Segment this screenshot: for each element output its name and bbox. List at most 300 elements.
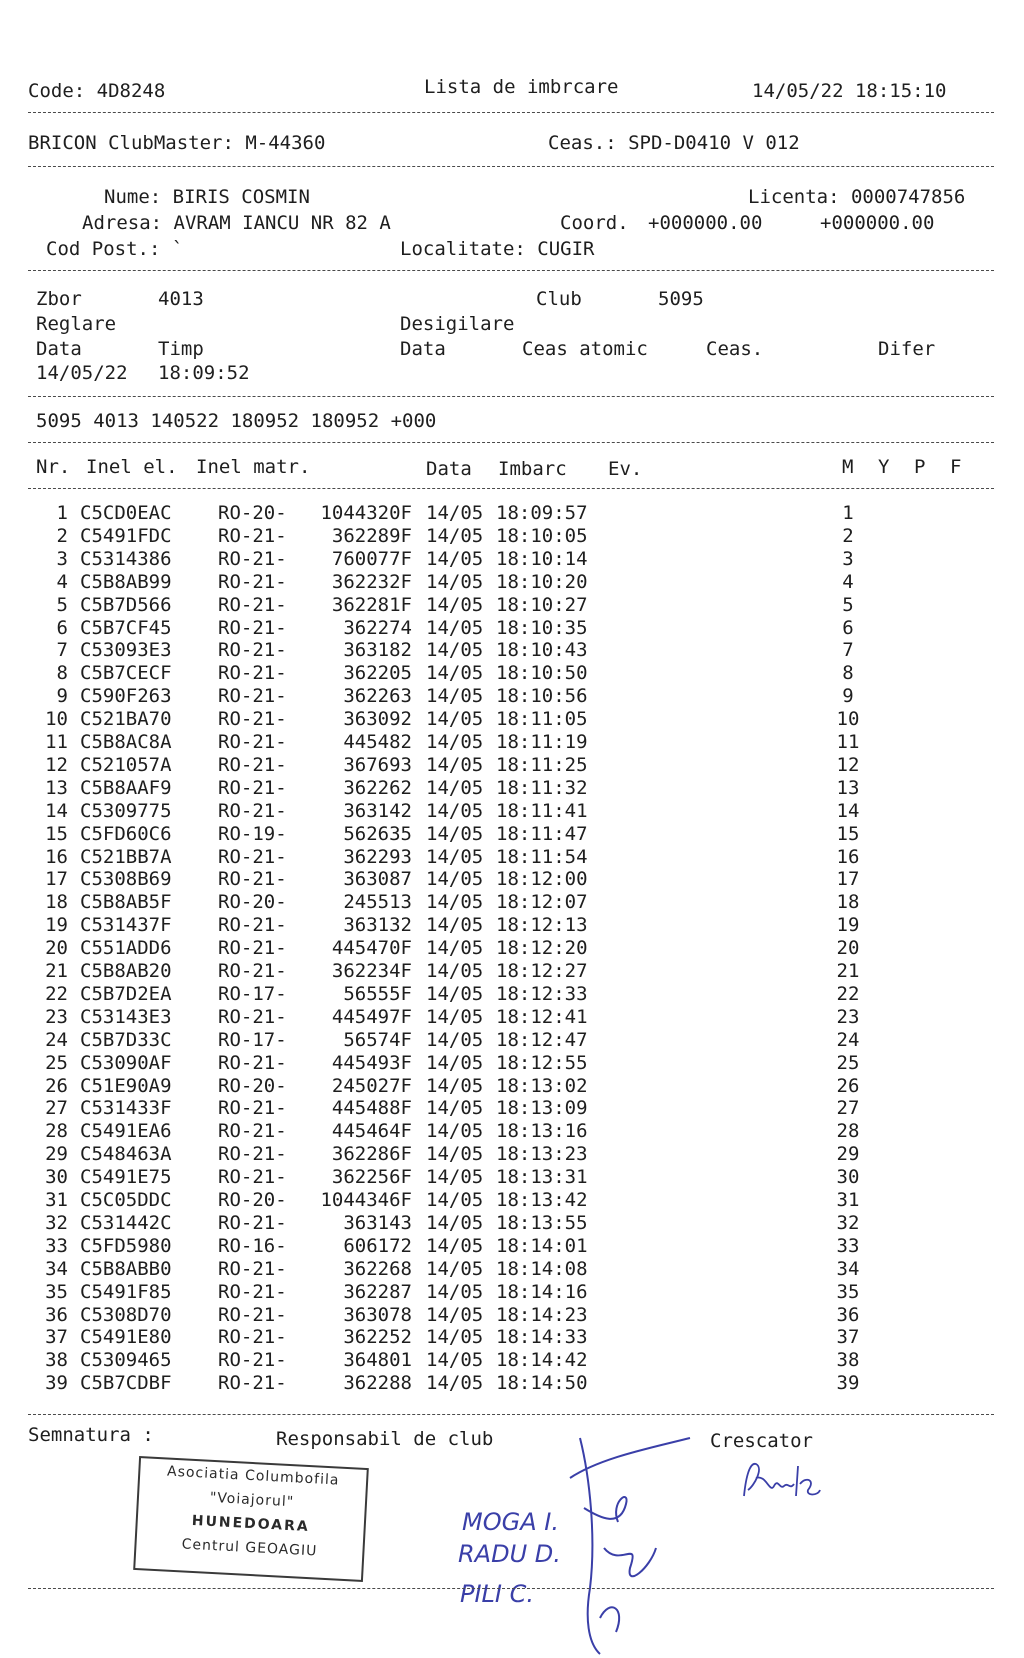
electronic-ring: C5314386 [80, 547, 172, 570]
arrival-date: 14/05 [426, 1120, 484, 1143]
electronic-ring: C551ADD6 [80, 937, 172, 960]
rank-m: 5 [842, 593, 854, 616]
arrival-time: 18:14:08 [496, 1257, 588, 1280]
ring-number: 363078 [343, 1303, 412, 1326]
arrival-time: 18:13:23 [496, 1143, 588, 1166]
col-y: Y [878, 456, 890, 478]
row-number: 38 [45, 1349, 68, 1372]
electronic-ring: C5308B69 [80, 868, 172, 891]
arrival-time: 18:10:20 [496, 570, 588, 593]
table-row [0, 639, 1024, 662]
rank-m: 25 [836, 1051, 860, 1074]
ring-number: 1044346F [320, 1189, 412, 1211]
electronic-ring: C5B8AB20 [80, 960, 172, 982]
table-row [0, 1281, 1024, 1304]
electronic-ring: C5B8AAF9 [80, 776, 172, 799]
electronic-ring: C5491EA6 [80, 1120, 172, 1143]
ring-number: 362263 [343, 685, 412, 708]
arrival-date: 14/05 [426, 1028, 484, 1051]
arrival-time: 18:12:00 [496, 868, 588, 891]
row-number: 3 [56, 547, 68, 570]
ring-prefix: RO-21- [218, 914, 287, 937]
arrival-date: 14/05 [426, 1303, 484, 1326]
table-row [0, 1120, 1024, 1143]
rank-m: 11 [836, 731, 860, 753]
ring-prefix: RO-21- [218, 524, 287, 547]
table-row [0, 823, 1024, 846]
ring-prefix: RO-17- [218, 982, 287, 1005]
row-number: 19 [45, 914, 68, 937]
row-number: 36 [45, 1303, 68, 1326]
electronic-ring: C51E90A9 [80, 1074, 172, 1097]
table-row [0, 548, 1024, 571]
table-row [0, 685, 1024, 708]
handwritten-name: MOGA I. [462, 1508, 559, 1536]
breeder-signature [736, 1456, 826, 1516]
ring-prefix: RO-21- [218, 1372, 287, 1395]
table-row [0, 1006, 1024, 1029]
row-number: 22 [45, 982, 68, 1005]
ring-number: 445470F [331, 937, 412, 960]
arrival-date: 14/05 [426, 845, 484, 868]
arrival-date: 14/05 [426, 570, 484, 593]
row-number: 11 [45, 731, 68, 753]
arrival-date: 14/05 [426, 524, 484, 547]
rank-m: 17 [836, 868, 860, 891]
electronic-ring: C531442C [80, 1211, 172, 1234]
arrival-time: 18:14:33 [496, 1326, 588, 1349]
arrival-date: 14/05 [426, 616, 484, 639]
electronic-ring: C5B7D33C [80, 1028, 172, 1051]
ring-number: 445464F [331, 1120, 412, 1143]
ring-number: 562635 [343, 822, 412, 845]
rank-m: 35 [836, 1280, 860, 1303]
arrival-date: 14/05 [426, 1234, 484, 1257]
ring-prefix: RO-21- [218, 1349, 287, 1372]
coord-value-1: +000000.00 [648, 212, 763, 234]
ring-number: 445482 [343, 731, 412, 753]
ring-number: 362256F [331, 1166, 412, 1189]
stamp-line: HUNEDOARA [191, 1512, 311, 1536]
ring-number: 445497F [331, 1005, 412, 1028]
row-number: 30 [45, 1166, 68, 1189]
table-row [0, 571, 1024, 594]
electronic-ring: C521BB7A [80, 845, 172, 868]
arrival-time: 18:14:23 [496, 1303, 588, 1326]
table-row [0, 1029, 1024, 1052]
rank-m: 38 [836, 1349, 860, 1372]
owner-name: Nume: BIRIS COSMIN [104, 186, 310, 208]
rank-m: 18 [836, 891, 860, 914]
table-row [0, 1304, 1024, 1327]
rank-m: 12 [836, 753, 860, 776]
arrival-time: 18:12:07 [496, 891, 588, 914]
ring-number: 363092 [343, 708, 412, 731]
ring-prefix: RO-21- [218, 639, 287, 662]
rank-m: 27 [836, 1097, 860, 1120]
row-number: 13 [45, 776, 68, 799]
ring-prefix: RO-19- [218, 822, 287, 845]
arrival-time: 18:12:33 [496, 982, 588, 1005]
arrival-time: 18:12:20 [496, 937, 588, 960]
arrival-time: 18:13:16 [496, 1120, 588, 1143]
arrival-date: 14/05 [426, 731, 484, 753]
club-responsible-label: Responsabil de club [276, 1428, 494, 1450]
ring-number: 56555F [343, 982, 412, 1005]
ring-prefix: RO-20- [218, 1074, 287, 1097]
ring-prefix: RO-21- [218, 1257, 287, 1280]
row-number: 28 [45, 1120, 68, 1143]
rank-m: 31 [836, 1189, 860, 1211]
table-row [0, 1349, 1024, 1372]
table-row [0, 1235, 1024, 1258]
electronic-ring: C548463A [80, 1143, 172, 1166]
electronic-ring: C531437F [80, 914, 172, 937]
ring-prefix: RO-21- [218, 1211, 287, 1234]
arrival-time: 18:10:05 [496, 524, 588, 547]
ring-prefix: RO-21- [218, 616, 287, 639]
rank-m: 1 [842, 502, 854, 524]
ring-prefix: RO-21- [218, 1326, 287, 1349]
arrival-date: 14/05 [426, 1349, 484, 1372]
ring-number: 362268 [343, 1257, 412, 1280]
ring-number: 362234F [331, 960, 412, 982]
electronic-ring: C5491E80 [80, 1326, 172, 1349]
row-number: 27 [45, 1097, 68, 1120]
arrival-date: 14/05 [426, 708, 484, 731]
rank-m: 6 [842, 616, 854, 639]
ring-number: 56574F [343, 1028, 412, 1051]
arrival-time: 18:13:42 [496, 1189, 588, 1211]
row-number: 5 [56, 593, 68, 616]
table-row [0, 1258, 1024, 1281]
ring-number: 363142 [343, 799, 412, 822]
row-number: 35 [45, 1280, 68, 1303]
club-value: 5095 [658, 288, 704, 310]
arrival-time: 18:14:16 [496, 1280, 588, 1303]
arrival-date: 14/05 [426, 1211, 484, 1234]
col-data: Data [426, 458, 472, 480]
club-stamp [133, 1456, 369, 1582]
col-p: P [914, 456, 926, 478]
ring-prefix: RO-21- [218, 1166, 287, 1189]
coord-label: Coord. [560, 212, 629, 234]
owner-address: Adresa: AVRAM IANCU NR 82 A [82, 212, 391, 234]
summary-line: 5095 4013 140522 180952 180952 +000 [36, 410, 437, 432]
reglare-time: 18:09:52 [158, 362, 250, 384]
ring-number: 760077F [331, 547, 412, 570]
electronic-ring: C5491FDC [80, 524, 172, 547]
electronic-ring: C5C05DDC [80, 1189, 172, 1211]
electronic-ring: C5B7D566 [80, 593, 172, 616]
row-number: 7 [56, 639, 68, 662]
rank-m: 30 [836, 1166, 860, 1189]
table-row [0, 1143, 1024, 1166]
arrival-time: 18:12:55 [496, 1051, 588, 1074]
ring-number: 364801 [343, 1349, 412, 1372]
ring-prefix: RO-21- [218, 593, 287, 616]
arrival-time: 18:14:42 [496, 1349, 588, 1372]
ring-prefix: RO-21- [218, 937, 287, 960]
arrival-date: 14/05 [426, 1074, 484, 1097]
rank-m: 29 [836, 1143, 860, 1166]
arrival-date: 14/05 [426, 868, 484, 891]
row-number: 17 [45, 868, 68, 891]
electronic-ring: C5B7CF45 [80, 616, 172, 639]
ring-number: 245027F [331, 1074, 412, 1097]
divider [28, 1588, 994, 1589]
data-label-2: Data [400, 338, 446, 360]
reglare-date: 14/05/22 [36, 362, 128, 384]
arrival-time: 18:09:57 [496, 502, 588, 524]
table-row [0, 1212, 1024, 1235]
ring-prefix: RO-21- [218, 731, 287, 753]
arrival-time: 18:13:31 [496, 1166, 588, 1189]
handwritten-name: RADU D. [458, 1540, 561, 1568]
electronic-ring: C521BA70 [80, 708, 172, 731]
row-number: 21 [45, 960, 68, 982]
rank-m: 13 [836, 776, 860, 799]
arrival-date: 14/05 [426, 593, 484, 616]
ring-prefix: RO-21- [218, 960, 287, 982]
electronic-ring: C53093E3 [80, 639, 172, 662]
electronic-ring: C5B8AC8A [80, 731, 172, 753]
timp-label: Timp [158, 338, 204, 360]
ring-number: 362289F [331, 524, 412, 547]
row-number: 9 [56, 685, 68, 708]
arrival-time: 18:10:43 [496, 639, 588, 662]
ring-prefix: RO-21- [218, 753, 287, 776]
row-number: 24 [45, 1028, 68, 1051]
ring-prefix: RO-20- [218, 891, 287, 914]
table-row [0, 846, 1024, 869]
table-row [0, 1372, 1024, 1395]
row-number: 15 [45, 822, 68, 845]
ring-number: 363182 [343, 639, 412, 662]
table-row [0, 891, 1024, 914]
reglare-label: Reglare [36, 313, 117, 335]
electronic-ring: C5B8ABB0 [80, 1257, 172, 1280]
row-number: 18 [45, 891, 68, 914]
electronic-ring: C5491E75 [80, 1166, 172, 1189]
rank-m: 32 [836, 1211, 860, 1234]
arrival-date: 14/05 [426, 960, 484, 982]
rank-m: 10 [836, 708, 860, 731]
row-number: 6 [56, 616, 68, 639]
arrival-date: 14/05 [426, 685, 484, 708]
arrival-time: 18:12:47 [496, 1028, 588, 1051]
print-datetime: 14/05/22 18:15:10 [752, 80, 947, 102]
electronic-ring: C5FD60C6 [80, 822, 172, 845]
table-row [0, 662, 1024, 685]
table-row [0, 960, 1024, 983]
arrival-date: 14/05 [426, 1257, 484, 1280]
arrival-time: 18:11:41 [496, 799, 588, 822]
row-number: 34 [45, 1257, 68, 1280]
ring-prefix: RO-20- [218, 1189, 287, 1211]
arrival-date: 14/05 [426, 937, 484, 960]
electronic-ring: C5CD0EAC [80, 502, 172, 524]
ring-number: 445488F [331, 1097, 412, 1120]
arrival-date: 14/05 [426, 662, 484, 685]
rank-m: 8 [842, 662, 854, 685]
ring-number: 362274 [343, 616, 412, 639]
electronic-ring: C521057A [80, 753, 172, 776]
arrival-date: 14/05 [426, 753, 484, 776]
data-label: Data [36, 338, 82, 360]
row-number: 12 [45, 753, 68, 776]
row-number: 39 [45, 1372, 68, 1395]
ring-number: 362281F [331, 593, 412, 616]
row-number: 32 [45, 1211, 68, 1234]
rank-m: 15 [836, 822, 860, 845]
row-number: 33 [45, 1234, 68, 1257]
rank-m: 22 [836, 982, 860, 1005]
arrival-date: 14/05 [426, 914, 484, 937]
arrival-date: 14/05 [426, 1097, 484, 1120]
clock-label: Ceas. [706, 338, 764, 360]
table-row [0, 525, 1024, 548]
rank-m: 7 [842, 639, 854, 662]
ring-number: 362293 [343, 845, 412, 868]
ring-prefix: RO-21- [218, 1143, 287, 1166]
row-number: 14 [45, 799, 68, 822]
rank-m: 23 [836, 1005, 860, 1028]
arrival-date: 14/05 [426, 982, 484, 1005]
rank-m: 19 [836, 914, 860, 937]
arrival-date: 14/05 [426, 547, 484, 570]
ring-prefix: RO-21- [218, 1280, 287, 1303]
arrival-time: 18:10:27 [496, 593, 588, 616]
ring-prefix: RO-21- [218, 845, 287, 868]
rank-m: 28 [836, 1120, 860, 1143]
ring-number: 1044320F [320, 502, 412, 524]
rank-m: 21 [836, 960, 860, 982]
row-number: 20 [45, 937, 68, 960]
atomic-clock-label: Ceas atomic [522, 338, 648, 360]
row-number: 31 [45, 1189, 68, 1211]
ring-number: 362287 [343, 1280, 412, 1303]
desigilare-label: Desigilare [400, 313, 515, 335]
ring-number: 363087 [343, 868, 412, 891]
row-number: 1 [56, 502, 68, 524]
rank-m: 14 [836, 799, 860, 822]
locality: Localitate: CUGIR [400, 238, 595, 260]
arrival-date: 14/05 [426, 891, 484, 914]
ring-prefix: RO-21- [218, 547, 287, 570]
electronic-ring: C5FD5980 [80, 1234, 172, 1257]
table-row [0, 731, 1024, 754]
stamp-line: "Voiajorul" [209, 1489, 295, 1511]
divider [28, 166, 994, 167]
electronic-ring: C5B7CDBF [80, 1372, 172, 1395]
arrival-time: 18:12:41 [496, 1005, 588, 1028]
table-row [0, 708, 1024, 731]
table-row [0, 1326, 1024, 1349]
rank-m: 26 [836, 1074, 860, 1097]
rank-m: 39 [836, 1372, 860, 1395]
clubmaster-id: BRICON ClubMaster: M-44360 [28, 132, 326, 154]
ring-prefix: RO-21- [218, 570, 287, 593]
rank-m: 9 [842, 685, 854, 708]
rank-m: 36 [836, 1303, 860, 1326]
rank-m: 24 [836, 1028, 860, 1051]
table-row [0, 1052, 1024, 1075]
arrival-date: 14/05 [426, 1189, 484, 1211]
row-number: 16 [45, 845, 68, 868]
electronic-ring: C53143E3 [80, 1005, 172, 1028]
rank-m: 34 [836, 1257, 860, 1280]
col-ev: Ev. [608, 458, 643, 480]
col-inel-matr: Inel matr. [196, 456, 311, 478]
divider [28, 442, 994, 443]
arrival-date: 14/05 [426, 799, 484, 822]
table-row [0, 754, 1024, 777]
electronic-ring: C5309465 [80, 1349, 172, 1372]
ring-number: 362286F [331, 1143, 412, 1166]
ring-number: 606172 [343, 1234, 412, 1257]
signature-label: Semnatura : [28, 1424, 154, 1446]
arrival-time: 18:11:54 [496, 845, 588, 868]
ring-prefix: RO-21- [218, 1005, 287, 1028]
arrival-time: 18:11:19 [496, 731, 588, 753]
ring-number: 445493F [331, 1051, 412, 1074]
ring-prefix: RO-21- [218, 776, 287, 799]
ring-prefix: RO-21- [218, 662, 287, 685]
ring-prefix: RO-21- [218, 868, 287, 891]
stamp-line: Centrul GEOAGIU [181, 1536, 318, 1560]
table-row [0, 777, 1024, 800]
row-number: 4 [56, 570, 68, 593]
arrival-date: 14/05 [426, 639, 484, 662]
rank-m: 20 [836, 937, 860, 960]
arrival-date: 14/05 [426, 822, 484, 845]
arrival-time: 18:11:05 [496, 708, 588, 731]
rank-m: 16 [836, 845, 860, 868]
table-row [0, 1189, 1024, 1212]
divider [28, 488, 994, 489]
ring-prefix: RO-17- [218, 1028, 287, 1051]
electronic-ring: C531433F [80, 1097, 172, 1120]
ring-number: 245513 [343, 891, 412, 914]
ring-prefix: RO-21- [218, 708, 287, 731]
arrival-time: 18:13:55 [496, 1211, 588, 1234]
divider [28, 396, 994, 397]
difference-label: Difer [878, 338, 936, 360]
ring-prefix: RO-21- [218, 1051, 287, 1074]
arrival-date: 14/05 [426, 1005, 484, 1028]
rank-m: 37 [836, 1326, 860, 1349]
ring-prefix: RO-21- [218, 685, 287, 708]
table-row [0, 594, 1024, 617]
divider [28, 112, 994, 113]
arrival-date: 14/05 [426, 1166, 484, 1189]
code-label: Code: 4D8248 [28, 80, 166, 102]
ring-number: 362232F [331, 570, 412, 593]
arrival-date: 14/05 [426, 1143, 484, 1166]
arrival-time: 18:10:14 [496, 547, 588, 570]
col-inel-el: Inel el. [86, 456, 178, 478]
owner-license: Licenta: 0000747856 [748, 186, 966, 208]
row-number: 23 [45, 1005, 68, 1028]
table-row [0, 1075, 1024, 1098]
ring-prefix: RO-21- [218, 1303, 287, 1326]
ring-prefix: RO-21- [218, 799, 287, 822]
arrival-time: 18:13:09 [496, 1097, 588, 1120]
coord-value-2: +000000.00 [820, 212, 935, 234]
ring-prefix: RO-20- [218, 502, 287, 524]
ring-number: 362205 [343, 662, 412, 685]
